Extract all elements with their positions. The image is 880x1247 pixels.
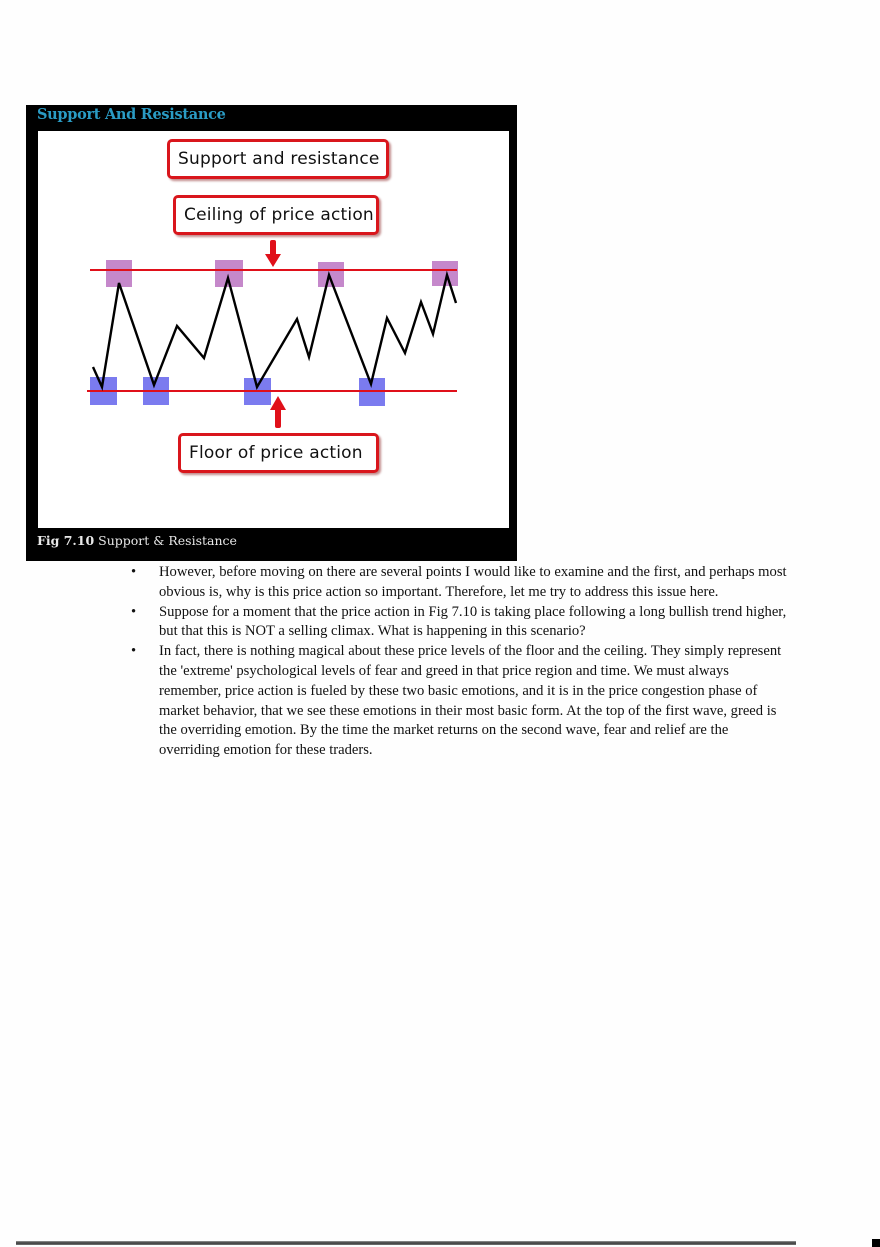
figure-canvas [38,131,509,528]
ceiling-arrow-icon [265,240,281,267]
caption-text: Support & Resistance [98,533,237,548]
bullet-item [131,563,791,603]
callout-floor [178,433,379,473]
bullet-icon: • [131,603,137,620]
figure-header-title: Support And Resistance [37,106,226,123]
bullet-item [131,642,791,761]
bullet-text: Suppose for a moment that the price action in Fig 7.10 is taking place following a long bullish trend higher, but that this is NOT a selling climax. What is happening in this scenario? [159,603,787,640]
callout-support-resistance-text: Support and resistance [178,149,380,169]
peak-markers [106,260,458,287]
callout-ceiling [173,195,379,235]
callout-floor-text: Floor of price action [189,443,363,463]
callout-support-resistance [167,139,389,179]
bullet-list [131,563,791,761]
callout-ceiling-text: Ceiling of price action [184,205,374,225]
price-line [93,275,456,387]
figure-support-resistance [26,105,517,561]
page-corner-mark [872,1239,880,1247]
bullet-text: However, before moving on there are several points I would like to examine and the first, and perhaps most obvious is, why is this price action so important. Therefore, let me try to address this issue here. [159,564,787,600]
floor-arrow-icon [270,396,286,428]
bullet-icon: • [131,643,137,660]
bullet-item [131,603,791,643]
figure-caption [37,533,237,548]
bullet-icon: • [131,564,137,580]
footer-divider [16,1241,796,1245]
bullet-text: In fact, there is nothing magical about these price levels of the floor and the ceiling. They simply represent the 'extreme' psychological levels of fear and greed in that price region and time. We must always remember, price action is fueled by these two basic emotions, and it is in the price congestion phase of market behavior, that we see these emotions in their most basic form. At the top of the first wave, greed is the overriding emotion. By the time the market returns on the second wave, fear and relief are the overriding emotion for these traders. [159,643,782,759]
caption-label: Fig 7.10 [37,533,95,548]
